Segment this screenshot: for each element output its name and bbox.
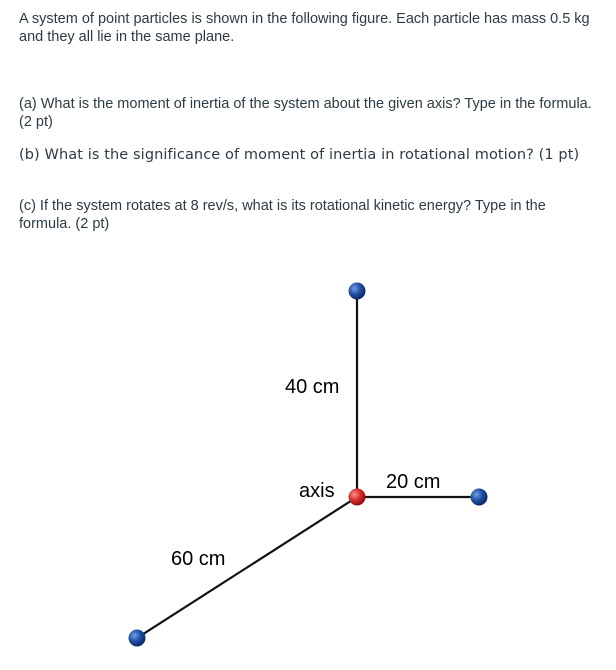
question-intro: A system of point particles is shown in the following figure. Each particle has mass 0.5 kg and they all lie in the same plane. [19,11,590,45]
particle-top [349,283,366,300]
particle-right [471,489,488,506]
label-20cm: 20 cm [386,471,441,493]
label-40cm: 40 cm [285,376,340,398]
question-part-c: (c) If the system rotates at 8 rev/s, what is its rotational kinetic energy? Type in the formula. (2 pt) [19,198,546,232]
axis-point [349,489,366,506]
label-60cm: 60 cm [171,548,226,570]
question-part-a: (a) What is the moment of inertia of the system about the given axis? Type in the formula. (2 pt) [19,96,592,130]
rod-diagonal [137,497,357,638]
label-axis: axis [299,480,335,502]
particle-bottom-left [129,630,146,647]
question-part-b: (b) What is the significance of moment of inertia in rotational motion? (1 pt) [19,147,580,163]
